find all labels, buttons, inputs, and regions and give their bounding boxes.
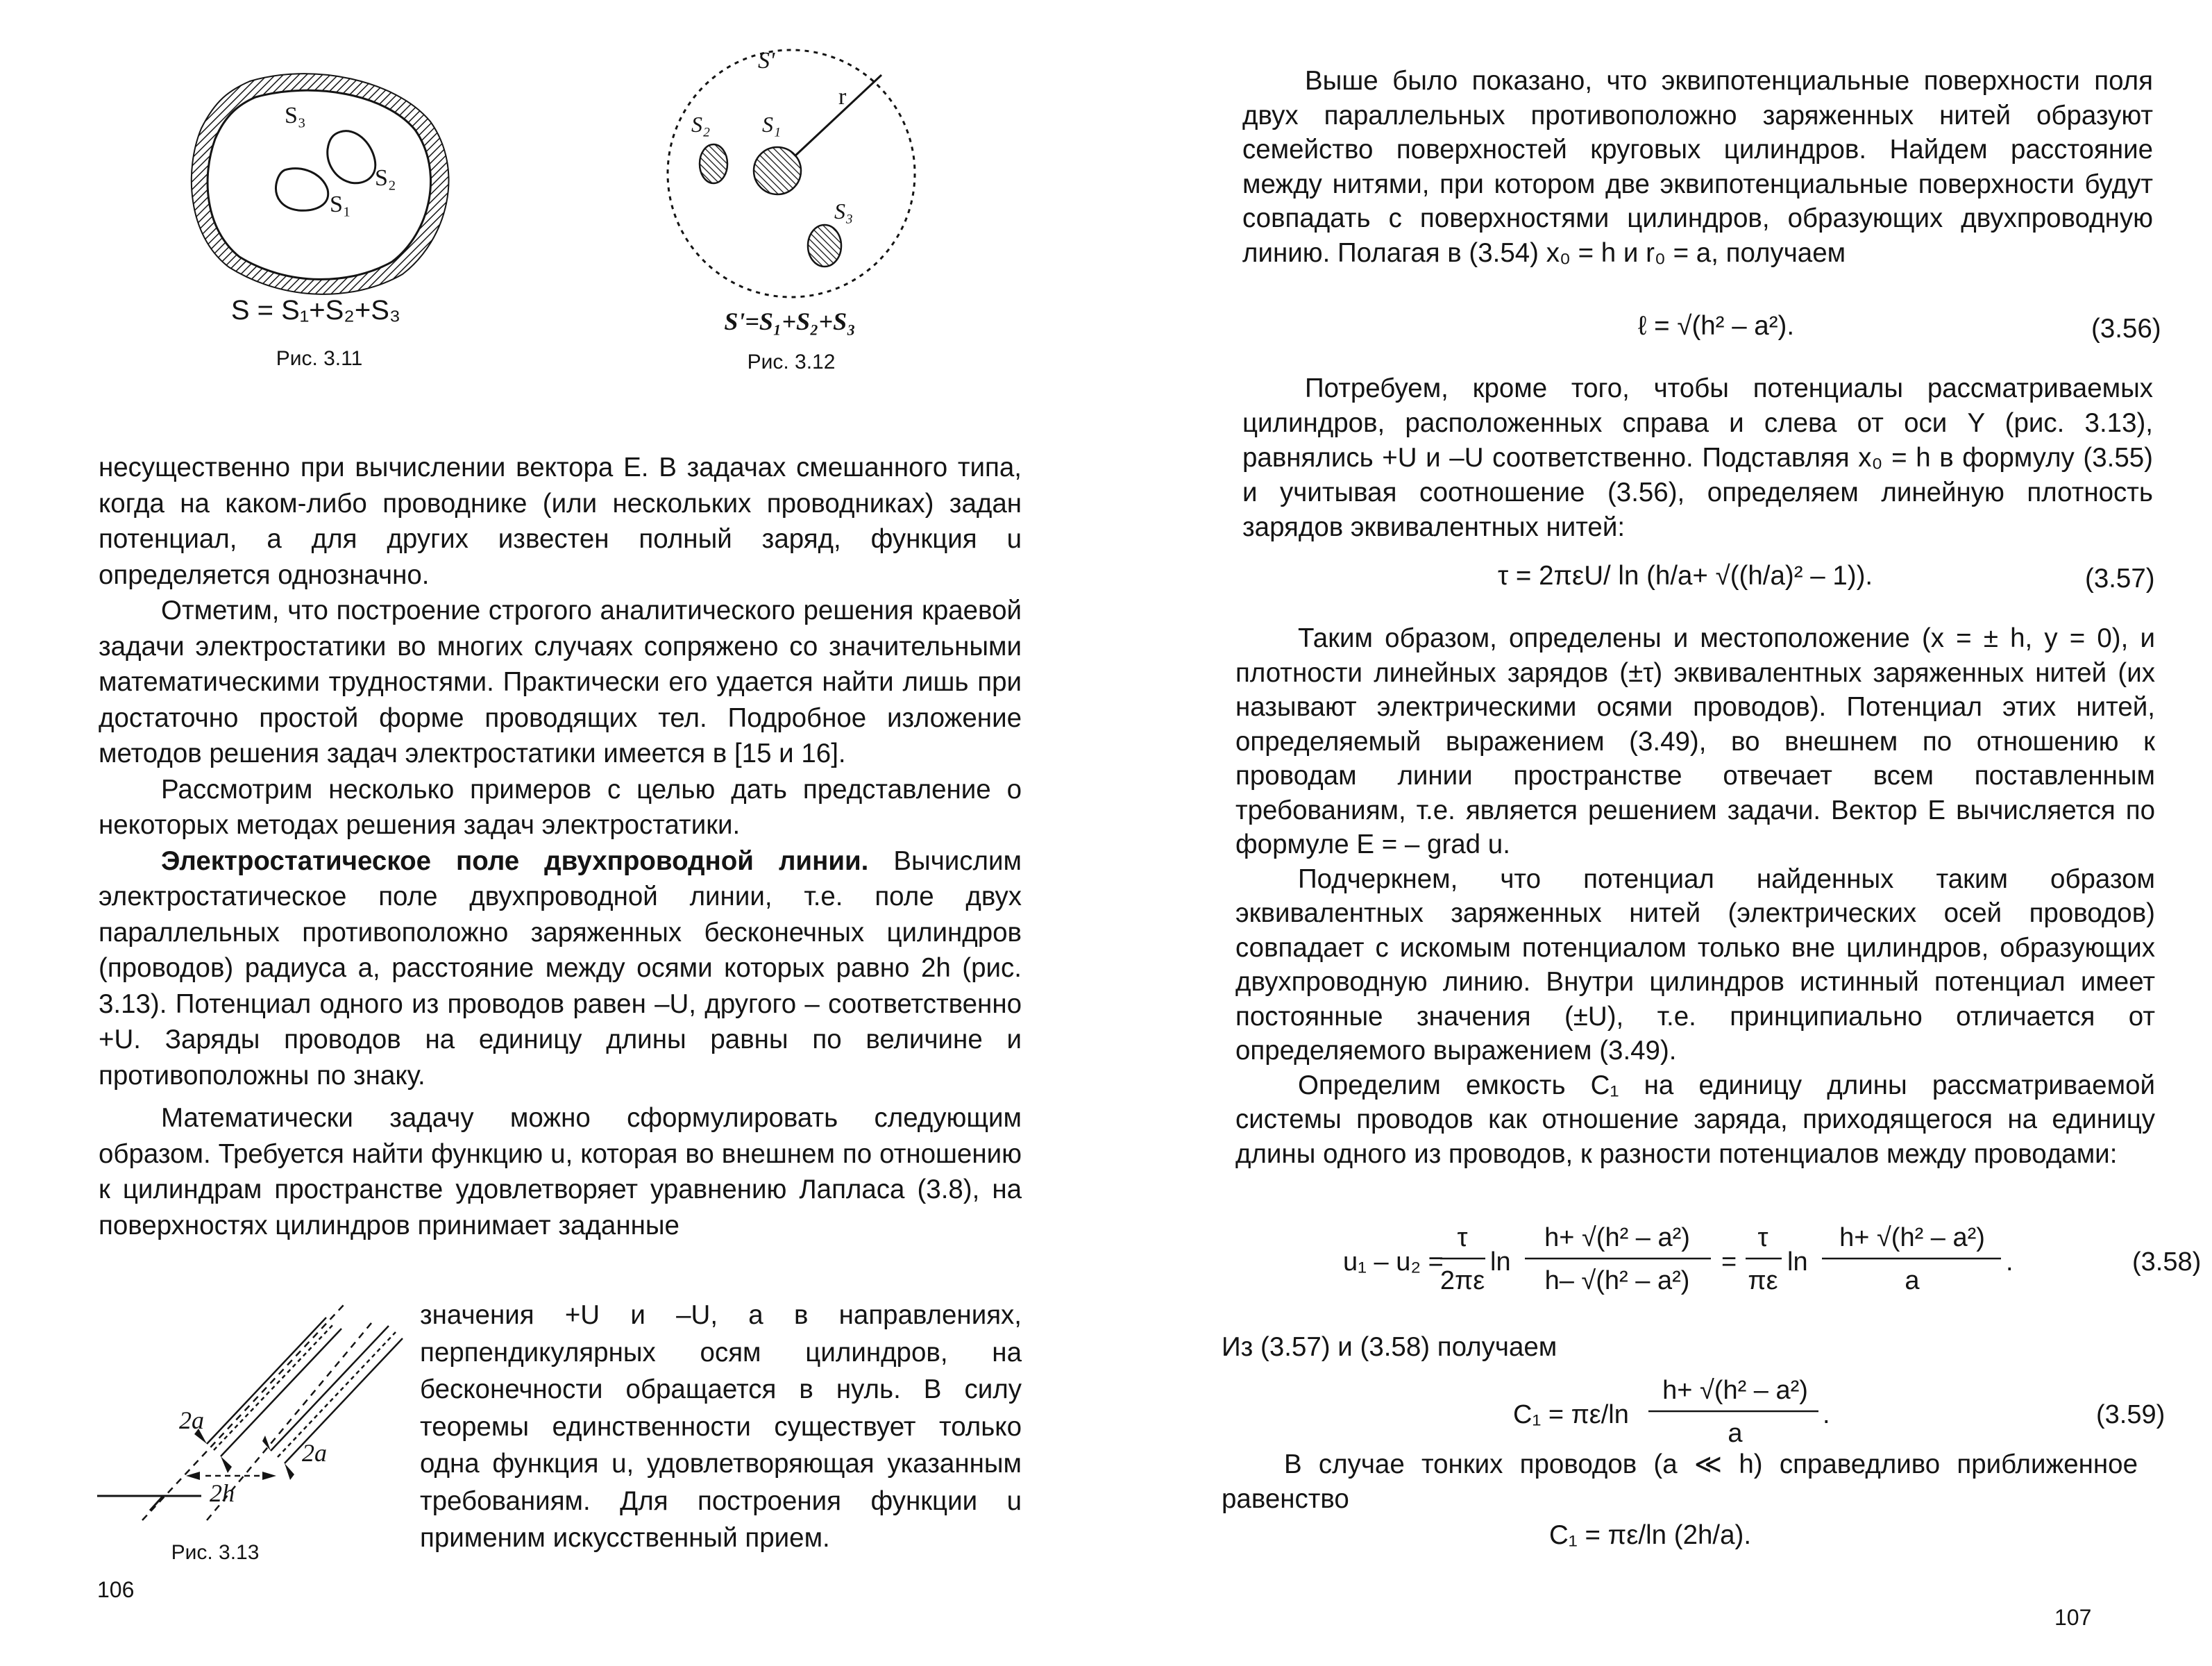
section-text: Вычислим электростатическое поле двухпроводной линии, т.е. поле двух параллельных противоположно заряженных бесконечных цилиндров (проводов) радиуса a, расстояние между осями которых равно 2h (рис. 3.13). Потенциал одного из проводов равен –U, другого – соответственно +U. Заряды проводов на единицу длины равны по величине и противоположны по знаку.	[99, 845, 1022, 1091]
eq359-den: a	[1728, 1419, 1743, 1448]
paragraph: Математически задачу можно сформулировать следующим образом. Требуется найти функцию u, которая во внешнем по отношению к цилиндрам пространстве удовлетворяет уравнению Лапласа (3.8), на поверхностях цилиндров принимает заданные	[99, 1103, 1022, 1240]
eq358-tail: .	[2006, 1247, 2013, 1277]
label-s1: S₁	[330, 192, 351, 217]
equation-number-3-59: (3.59)	[2096, 1400, 2165, 1429]
equation-3-57: τ = 2πεU/ ln (h/a+ √((h/a)² – 1)).	[1498, 561, 1873, 591]
label-s1: S₁	[762, 112, 782, 137]
section-paragraph	[99, 843, 1022, 1094]
paragraph: Выше было показано, что эквипотенциальные поверхности поля двух параллельных противоположно заряженных нитей образуют семейство поверхностей круговых цилиндров. Найдем расстояние между нитями, при котором две эквипотенциальные поверхности будут совпадать с поверхностями цилиндров, образующих двухпроводную линию. Полагая в (3.54) x₀ = h и r₀ = a, получаем	[1242, 66, 2153, 268]
paragraph: Из (3.57) и (3.58) получаем	[1222, 1332, 1557, 1362]
conductor-s2	[700, 144, 727, 183]
eq358-frac2-num: h+ √(h² – a²)	[1544, 1223, 1690, 1252]
paragraph: Подчеркнем, что потенциал найденных таким образом эквивалентных заряженных нитей (электрических осей проводов) совпадает с искомым потенциалом только вне цилиндров, образующих двухпроводную линию. Внутри цилиндров истинный потенциал имеет постоянные значения (±U), т.е. принципиально отличается от определяемого выражением (3.49).	[1235, 864, 2155, 1066]
axis-dashed	[142, 1305, 344, 1520]
eq358-ln1: ln	[1490, 1247, 1511, 1277]
figure-3-12	[652, 35, 944, 382]
eq358-frac3-den: πε	[1748, 1266, 1778, 1295]
eq359-num: h+ √(h² – a²)	[1662, 1376, 1808, 1405]
equation-number-3-56: (3.56)	[2091, 314, 2161, 344]
equation-number-3-58: (3.58)	[2132, 1247, 2202, 1277]
paragraph: Таким образом, определены и местоположение (x = ± h, y = 0), и плотности линейных зарядов (±τ) эквивалентных заряженных нитей (их называют электрическими осями проводов). Потенциал этих нитей, определяемый выражением (3.49), во внешнем по отношению к проводам линии пространстве отвечает всем поставленным требованиям, т.е. является решением задачи. Вектор E вычисляется по формуле E = – grad u.	[1235, 623, 2155, 859]
eq358-lhs: u₁ – u₂ =	[1343, 1247, 1444, 1277]
paragraph: В случае тонких проводов (a ≪ h) справедливо приближенное равенство	[1222, 1449, 2138, 1514]
paragraph: Определим емкость C₁ на единицу длины рассматриваемой системы проводов как отношение заряда, приходящегося на единицу длины одного из проводов, к разности потенциалов между проводами:	[1235, 1070, 2155, 1169]
formula-s: S = S₁+S₂+S₃	[230, 295, 401, 326]
eq359-lhs: C₁ = πε/ln	[1513, 1400, 1629, 1429]
right-text-p7	[1222, 1447, 2138, 1517]
figure-3-13	[97, 1305, 403, 1564]
label-s2: S₂	[375, 165, 396, 191]
label-r: r	[838, 84, 847, 110]
eq358-frac2-den: h– √(h² – a²)	[1544, 1266, 1690, 1295]
eq358-ln2: ln	[1787, 1247, 1808, 1277]
conductor-s1	[754, 147, 801, 194]
wire-left-edge	[221, 1329, 341, 1456]
conductor-s3	[808, 225, 841, 267]
figure-3-11	[174, 66, 465, 392]
wire-left-edge	[207, 1318, 326, 1444]
paragraph-continuation: значения +U и –U, а в направлениях, перпендикулярных осям цилиндров, на бесконечности обращается в нуль. В силу теоремы единственности существует только одна функция u, удовлетворяющая указанным требованиям. Для построения функции u применим искусственный прием.	[420, 1300, 1022, 1553]
eq358-frac4-den: a	[1905, 1266, 1920, 1295]
caption-3-12: Рис. 3.12	[747, 351, 836, 373]
equation-thin-wires: C₁ = πε/ln (2h/a).	[1549, 1520, 1752, 1550]
eq359-tail: .	[1823, 1400, 1830, 1429]
label-s-prime-text: S'	[758, 48, 775, 74]
label-s3: S₃	[834, 199, 854, 224]
wire-right-edge	[271, 1326, 389, 1451]
right-text-p1	[1242, 64, 2153, 270]
eq358-equals: =	[1721, 1247, 1737, 1277]
page-number-right: 107	[2054, 1605, 2092, 1630]
right-page	[1104, 0, 2212, 1666]
equation-3-56: ℓ = √(h² – a²).	[1638, 311, 1795, 341]
right-text-p2	[1242, 371, 2153, 545]
formula-s-prime: S'=S₁+S₂+S₃	[724, 308, 856, 335]
left-page	[0, 0, 1104, 1666]
eq358-frac1-den: 2πε	[1440, 1266, 1485, 1295]
paragraph: Потребуем, кроме того, чтобы потенциалы рассматриваемых цилиндров, расположенных справа и слева от оси Y (рис. 3.13), равнялись +U и –U соответственно. Подставляя x₀ = h в формулу (3.55) и учитывая соотношение (3.56), определяем линейную плотность зарядов эквивалентных нитей:	[1242, 373, 2153, 542]
label-2a-right: 2a	[302, 1439, 327, 1467]
equation-3-58	[1343, 1211, 2202, 1309]
caption-3-13: Рис. 3.13	[171, 1541, 260, 1564]
label-s3: S₃	[285, 103, 306, 128]
label-2a-left: 2a	[179, 1406, 204, 1434]
right-text-p3-p4-p5	[1235, 621, 2155, 1171]
equation-3-59	[1513, 1364, 2172, 1461]
left-text-block	[99, 450, 1022, 1243]
eq358-frac1-num: τ	[1457, 1223, 1468, 1252]
paragraph: несущественно при вычислении вектора E. В задачах смешанного типа, когда на каком-либо проводнике (или нескольких проводниках) задан потенциал, а для других известен полный заряд, функция u определяется однозначно.	[99, 453, 1022, 590]
eq358-frac3-num: τ	[1757, 1223, 1768, 1252]
eq358-frac4-num: h+ √(h² – a²)	[1839, 1223, 1985, 1252]
paragraph: Отметим, что построение строгого аналитического решения краевой задачи электростатики во многих случаях сопряжено со значительными математическими трудностями. Практически его удается найти лишь при достаточно простой форме проводящих тел. Подробное изложение методов решения задач электростатики имеется в [15 и 16].	[99, 596, 1022, 768]
wrapped-text-block	[420, 1297, 1022, 1557]
section-heading: Электростатическое поле двухпроводной линии.	[161, 845, 869, 876]
page-number-left: 106	[97, 1577, 135, 1602]
label-2h: 2h	[210, 1479, 235, 1507]
caption-3-11: Рис. 3.11	[276, 347, 363, 370]
paragraph: Рассмотрим несколько примеров с целью дать представление о некоторых методах решения задач электростатики.	[99, 774, 1022, 840]
label-s2: S₂	[691, 112, 711, 137]
equation-number-3-57: (3.57)	[2085, 564, 2155, 594]
right-text-p6	[1222, 1329, 1916, 1365]
